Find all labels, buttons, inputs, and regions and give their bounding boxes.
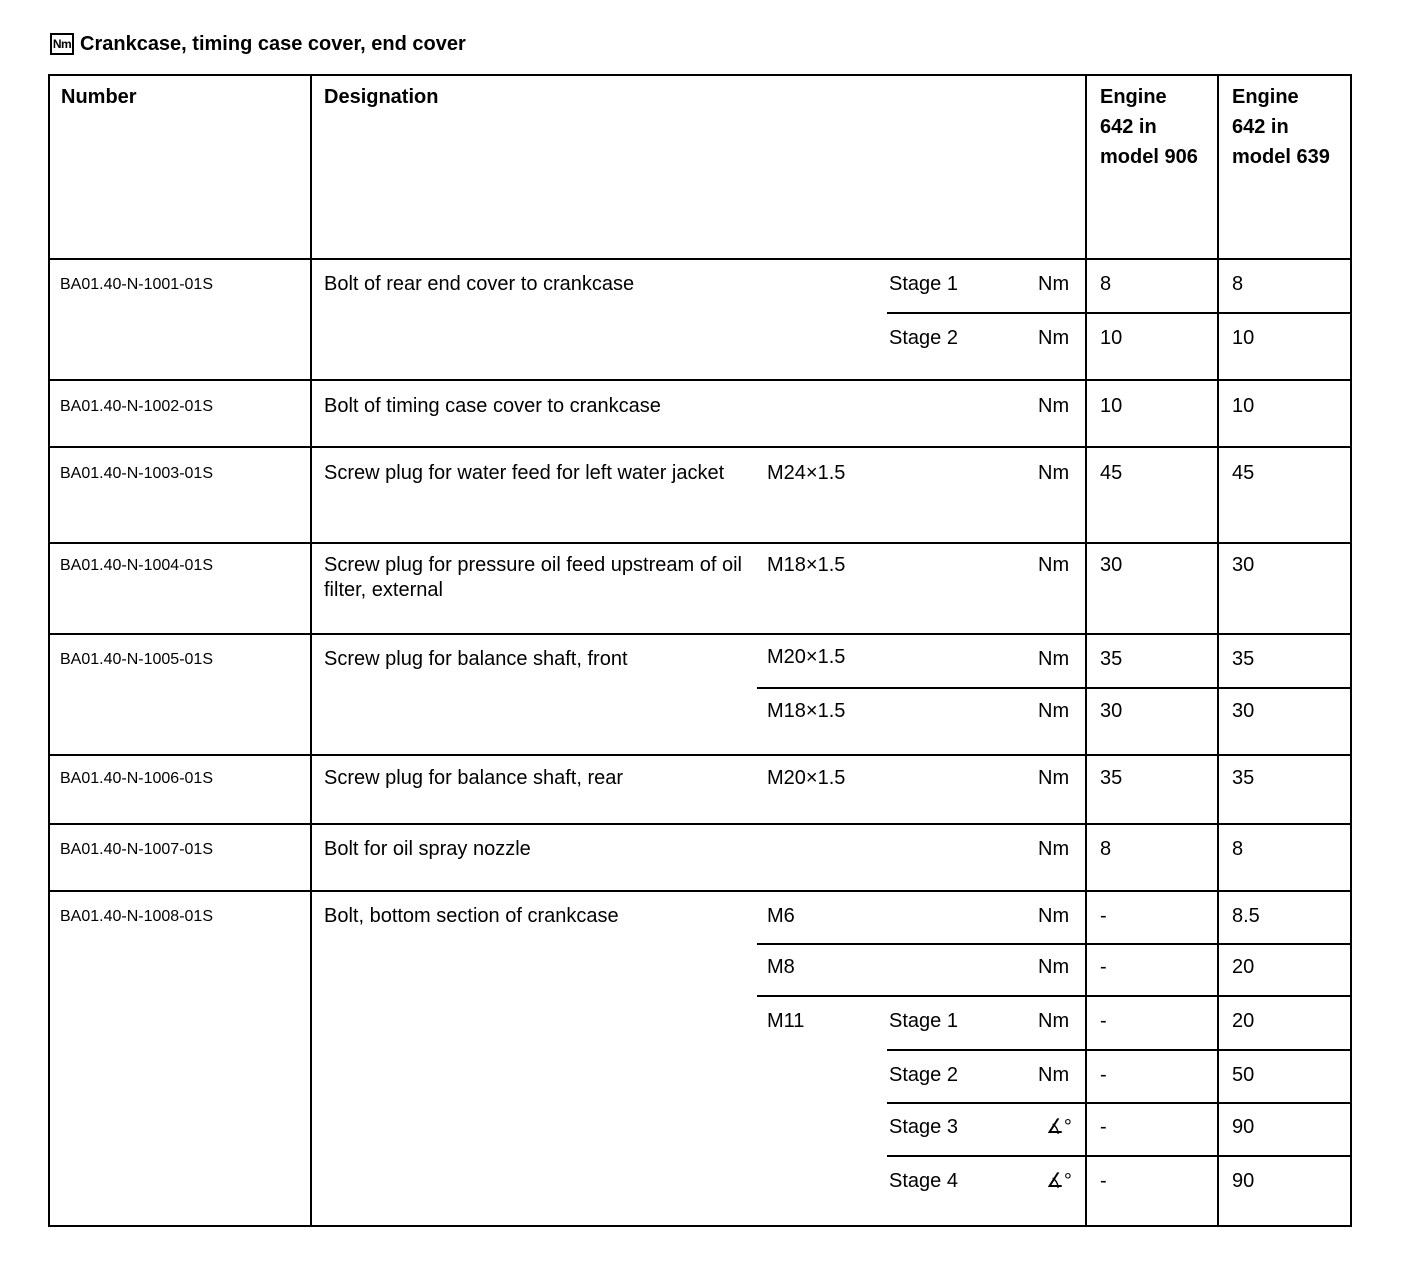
unit: Nm bbox=[1038, 462, 1070, 484]
thread-size: M18×1.5 bbox=[767, 700, 846, 722]
designation: Bolt of timing case cover to crankcase bbox=[324, 395, 661, 417]
value-906: 10 bbox=[1100, 395, 1123, 417]
unit: Nm bbox=[1038, 1064, 1070, 1086]
value-906: - bbox=[1100, 905, 1107, 927]
value-906: 30 bbox=[1100, 700, 1123, 722]
value-639: 35 bbox=[1232, 648, 1255, 670]
torque-nm-icon: Nm bbox=[50, 33, 74, 55]
value-639: 20 bbox=[1232, 956, 1255, 978]
header-number: Number bbox=[61, 86, 137, 108]
thread-size: M11 bbox=[767, 1010, 805, 1032]
angle-unit: ∡° bbox=[1046, 1116, 1072, 1138]
designation: Bolt of rear end cover to crankcase bbox=[324, 273, 635, 295]
header-engine-639: Engine 642 in model 639 bbox=[1232, 86, 1330, 168]
value-639: 8.5 bbox=[1232, 905, 1260, 927]
unit: Nm bbox=[1038, 273, 1070, 295]
stage: Stage 2 bbox=[889, 1064, 958, 1086]
thread-size: M8 bbox=[767, 956, 795, 978]
stage: Stage 3 bbox=[889, 1116, 958, 1138]
value-906: - bbox=[1100, 1010, 1107, 1032]
part-number: BA01.40-N-1001-01S bbox=[60, 276, 213, 293]
value-639: 20 bbox=[1232, 1010, 1255, 1032]
unit: Nm bbox=[1038, 327, 1070, 349]
unit: Nm bbox=[1038, 554, 1070, 576]
part-number: BA01.40-N-1004-01S bbox=[60, 557, 213, 574]
value-639: 35 bbox=[1232, 767, 1255, 789]
section-heading bbox=[50, 30, 466, 58]
value-906: 35 bbox=[1100, 648, 1123, 670]
part-number: BA01.40-N-1007-01S bbox=[60, 841, 213, 858]
stage: Stage 1 bbox=[889, 273, 958, 295]
designation: Screw plug for balance shaft, rear bbox=[324, 767, 624, 789]
part-number: BA01.40-N-1006-01S bbox=[60, 770, 213, 787]
value-639: 30 bbox=[1232, 700, 1255, 722]
stage: Stage 2 bbox=[889, 327, 958, 349]
value-906: 10 bbox=[1100, 327, 1123, 349]
value-906: - bbox=[1100, 1116, 1107, 1138]
value-906: 8 bbox=[1100, 838, 1112, 860]
value-906: - bbox=[1100, 956, 1107, 978]
value-639: 8 bbox=[1232, 838, 1244, 860]
value-639: 10 bbox=[1232, 327, 1255, 349]
thread-size: M20×1.5 bbox=[767, 646, 846, 668]
torque-table bbox=[48, 74, 1352, 1227]
unit: Nm bbox=[1038, 395, 1070, 417]
header-designation: Designation bbox=[324, 86, 439, 108]
value-906: 35 bbox=[1100, 767, 1123, 789]
unit: Nm bbox=[1038, 905, 1070, 927]
designation: Screw plug for pressure oil feed upstream of oil filter, external bbox=[324, 554, 742, 601]
page-title: Crankcase, timing case cover, end cover bbox=[80, 32, 466, 55]
value-639: 50 bbox=[1232, 1064, 1255, 1086]
part-number: BA01.40-N-1008-01S bbox=[60, 908, 213, 925]
part-number: BA01.40-N-1002-01S bbox=[60, 398, 213, 415]
value-639: 90 bbox=[1232, 1170, 1255, 1192]
designation: Screw plug for balance shaft, front bbox=[324, 648, 628, 670]
unit: Nm bbox=[1038, 956, 1070, 978]
value-906: 30 bbox=[1100, 554, 1123, 576]
unit: Nm bbox=[1038, 648, 1070, 670]
value-906: - bbox=[1100, 1064, 1107, 1086]
stage: Stage 4 bbox=[889, 1170, 958, 1192]
part-number: BA01.40-N-1005-01S bbox=[60, 651, 213, 668]
designation: Screw plug for water feed for left water jacket bbox=[324, 462, 725, 484]
stage: Stage 1 bbox=[889, 1010, 958, 1032]
unit: Nm bbox=[1038, 838, 1070, 860]
value-639: 45 bbox=[1232, 462, 1255, 484]
designation: Bolt, bottom section of crankcase bbox=[324, 905, 619, 927]
value-906: - bbox=[1100, 1170, 1107, 1192]
designation: Bolt for oil spray nozzle bbox=[324, 838, 531, 860]
value-906: 45 bbox=[1100, 462, 1123, 484]
part-number: BA01.40-N-1003-01S bbox=[60, 465, 213, 482]
unit: Nm bbox=[1038, 767, 1070, 789]
value-906: 8 bbox=[1100, 273, 1112, 295]
angle-unit: ∡° bbox=[1046, 1170, 1072, 1192]
unit: Nm bbox=[1038, 1010, 1070, 1032]
thread-size: M6 bbox=[767, 905, 795, 927]
thread-size: M20×1.5 bbox=[767, 767, 846, 789]
header-engine-906: Engine 642 in model 906 bbox=[1100, 86, 1198, 168]
value-639: 30 bbox=[1232, 554, 1255, 576]
value-639: 8 bbox=[1232, 273, 1244, 295]
value-639: 10 bbox=[1232, 395, 1255, 417]
thread-size: M18×1.5 bbox=[767, 554, 846, 576]
unit: Nm bbox=[1038, 700, 1070, 722]
thread-size: M24×1.5 bbox=[767, 462, 846, 484]
value-639: 90 bbox=[1232, 1116, 1255, 1138]
